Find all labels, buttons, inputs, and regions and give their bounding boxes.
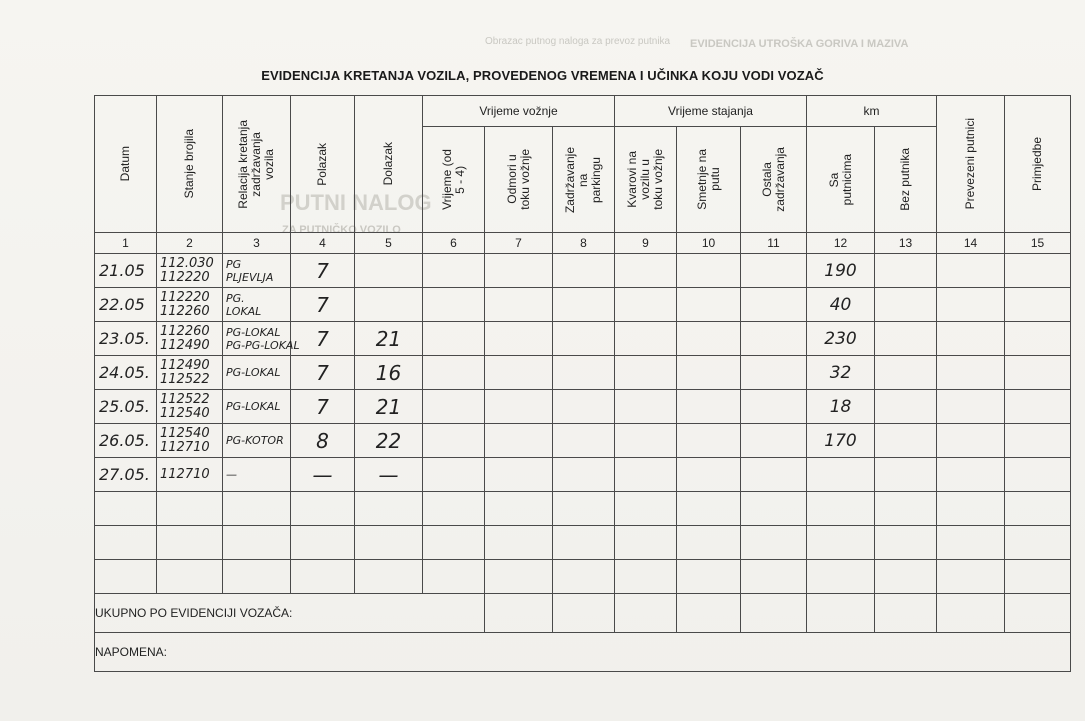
cell-drive-time	[423, 322, 485, 356]
cell-road-obstruction	[677, 526, 741, 560]
cell-route	[223, 356, 291, 390]
cell-passengers	[937, 254, 1005, 288]
cell-km-without-passengers	[875, 322, 937, 356]
cell-km-without-passengers	[875, 560, 937, 594]
col-header-12: Sa putnicima	[807, 127, 875, 233]
log-entries	[95, 254, 1071, 594]
cell-road-obstruction	[677, 254, 741, 288]
cell-rest	[485, 322, 553, 356]
cell-breakdown	[615, 322, 677, 356]
table-row	[95, 390, 1071, 424]
table-row	[95, 322, 1071, 356]
cell-other-delay	[741, 560, 807, 594]
route-line-1: PG	[226, 257, 242, 271]
cell-departure: —	[291, 458, 355, 492]
cell-parking	[553, 526, 615, 560]
col-header-1: Datum	[95, 96, 157, 233]
table-row	[95, 424, 1071, 458]
total-cell	[937, 594, 1005, 633]
bleed-text-top-center: Obrazac putnog naloga za prevoz putnika	[485, 36, 671, 47]
cell-odometer	[157, 356, 223, 390]
cell-km-with-passengers: 18	[807, 390, 875, 424]
cell-breakdown	[615, 526, 677, 560]
cell-breakdown	[615, 492, 677, 526]
cell-departure: 7	[291, 322, 355, 356]
cell-departure	[291, 526, 355, 560]
odometer-end: 112490	[160, 337, 210, 353]
cell-other-delay	[741, 458, 807, 492]
cell-odometer	[157, 322, 223, 356]
total-label: UKUPNO PO EVIDENCIJI VOZAČA:	[95, 594, 485, 633]
cell-passengers	[937, 560, 1005, 594]
total-cell	[615, 594, 677, 633]
cell-remarks	[1005, 560, 1071, 594]
total-cell	[741, 594, 807, 633]
bleed-text-center-sub: ZA PUTNIČKO VOZILO	[282, 224, 401, 236]
cell-rest	[485, 356, 553, 390]
cell-date	[95, 492, 157, 526]
cell-breakdown	[615, 390, 677, 424]
odometer-end: 112220	[160, 269, 210, 285]
cell-rest	[485, 526, 553, 560]
col-header-6: Vrijeme (od 5 - 4)	[423, 127, 485, 233]
bleed-text-center: PUTNI NALOG	[280, 190, 432, 215]
col-number: 3	[223, 233, 291, 254]
col-number: 10	[677, 233, 741, 254]
col-header-2: Stanje brojila	[157, 96, 223, 233]
cell-remarks	[1005, 254, 1071, 288]
cell-parking	[553, 560, 615, 594]
cell-drive-time	[423, 526, 485, 560]
table-row	[95, 458, 1071, 492]
cell-odometer	[157, 526, 223, 560]
cell-arrival: 16	[355, 356, 423, 390]
cell-other-delay	[741, 254, 807, 288]
cell-passengers	[937, 288, 1005, 322]
odometer-start: 112.030	[160, 255, 214, 271]
cell-other-delay	[741, 288, 807, 322]
col-number: 6	[423, 233, 485, 254]
cell-remarks	[1005, 526, 1071, 560]
cell-km-with-passengers: 40	[807, 288, 875, 322]
cell-rest	[485, 560, 553, 594]
cell-breakdown	[615, 458, 677, 492]
cell-parking	[553, 390, 615, 424]
cell-arrival	[355, 560, 423, 594]
cell-route	[223, 322, 300, 356]
total-cell	[1005, 594, 1071, 633]
table-row	[95, 356, 1071, 390]
cell-parking	[553, 288, 615, 322]
odometer-end: 112710	[160, 439, 210, 455]
route-line-1: PG-KOTOR	[226, 434, 284, 447]
cell-km-with-passengers	[807, 526, 875, 560]
cell-arrival: 21	[355, 322, 423, 356]
route-line-1: PG-LOKAL	[226, 325, 281, 339]
cell-road-obstruction	[677, 288, 741, 322]
cell-rest	[485, 390, 553, 424]
cell-route	[223, 254, 291, 288]
cell-odometer	[157, 288, 223, 322]
cell-route	[223, 526, 291, 560]
cell-odometer	[157, 492, 223, 526]
cell-km-with-passengers	[807, 560, 875, 594]
cell-road-obstruction	[677, 492, 741, 526]
cell-km-without-passengers	[875, 492, 937, 526]
odometer-start: 112522	[160, 391, 210, 407]
cell-km-without-passengers	[875, 254, 937, 288]
cell-other-delay	[741, 390, 807, 424]
cell-breakdown	[615, 254, 677, 288]
cell-km-without-passengers	[875, 458, 937, 492]
cell-rest	[485, 424, 553, 458]
cell-departure	[291, 560, 355, 594]
vehicle-log-table	[94, 95, 1071, 672]
cell-passengers	[937, 424, 1005, 458]
cell-road-obstruction	[677, 458, 741, 492]
col-number: 12	[807, 233, 875, 254]
cell-arrival	[355, 288, 423, 322]
total-cell	[485, 594, 553, 633]
col-number: 8	[553, 233, 615, 254]
col-number: 7	[485, 233, 553, 254]
cell-date: 25.05.	[95, 390, 157, 424]
cell-other-delay	[741, 322, 807, 356]
cell-rest	[485, 288, 553, 322]
col-number: 9	[615, 233, 677, 254]
cell-drive-time	[423, 254, 485, 288]
cell-breakdown	[615, 288, 677, 322]
cell-parking	[553, 356, 615, 390]
cell-breakdown	[615, 560, 677, 594]
cell-route	[223, 492, 291, 526]
cell-other-delay	[741, 356, 807, 390]
cell-other-delay	[741, 526, 807, 560]
cell-remarks	[1005, 492, 1071, 526]
cell-arrival	[355, 526, 423, 560]
group-header-km: km	[807, 96, 937, 127]
cell-km-with-passengers: 170	[807, 424, 875, 458]
cell-date	[95, 526, 157, 560]
cell-remarks	[1005, 424, 1071, 458]
cell-remarks	[1005, 458, 1071, 492]
cell-route	[223, 424, 291, 458]
cell-date: 24.05.	[95, 356, 157, 390]
cell-other-delay	[741, 424, 807, 458]
route-line-2: PLJEVLJA	[226, 270, 274, 284]
cell-date: 22.05	[95, 288, 157, 322]
cell-drive-time	[423, 560, 485, 594]
col-number: 4	[291, 233, 355, 254]
cell-parking	[553, 322, 615, 356]
cell-departure: 7	[291, 356, 355, 390]
cell-km-without-passengers	[875, 356, 937, 390]
cell-odometer	[157, 424, 223, 458]
route-line-1: PG.	[226, 291, 245, 305]
cell-km-without-passengers	[875, 526, 937, 560]
cell-departure: 7	[291, 288, 355, 322]
cell-date: 21.05	[95, 254, 157, 288]
cell-departure	[291, 492, 355, 526]
cell-arrival	[355, 254, 423, 288]
cell-odometer	[157, 254, 223, 288]
odometer-end: 112522	[160, 371, 210, 387]
cell-road-obstruction	[677, 390, 741, 424]
cell-km-without-passengers	[875, 288, 937, 322]
odometer-start: 112220	[160, 289, 210, 305]
cell-km-with-passengers: 32	[807, 356, 875, 390]
total-cell	[875, 594, 937, 633]
odometer-start: 112710	[160, 466, 210, 482]
cell-parking	[553, 424, 615, 458]
cell-date	[95, 560, 157, 594]
cell-road-obstruction	[677, 560, 741, 594]
cell-km-without-passengers	[875, 390, 937, 424]
col-number: 1	[95, 233, 157, 254]
cell-remarks	[1005, 390, 1071, 424]
col-header-5: Dolazak	[355, 96, 423, 233]
total-cell	[553, 594, 615, 633]
cell-km-without-passengers	[875, 424, 937, 458]
col-header-4: Polazak	[291, 96, 355, 233]
odometer-end: 112540	[160, 405, 210, 421]
cell-parking	[553, 458, 615, 492]
cell-parking	[553, 254, 615, 288]
col-number: 13	[875, 233, 937, 254]
cell-drive-time	[423, 390, 485, 424]
cell-departure: 8	[291, 424, 355, 458]
note-row	[95, 633, 1071, 672]
cell-km-with-passengers: 230	[807, 322, 875, 356]
cell-breakdown	[615, 356, 677, 390]
cell-odometer	[157, 390, 223, 424]
cell-parking	[553, 492, 615, 526]
cell-arrival	[355, 492, 423, 526]
cell-odometer	[157, 458, 223, 492]
col-header-11: Ostala zadržavanja	[741, 127, 807, 233]
cell-drive-time	[423, 424, 485, 458]
cell-date: 26.05.	[95, 424, 157, 458]
cell-route	[223, 458, 291, 492]
odometer-start: 112540	[160, 425, 210, 441]
route-line-2: PG-PG-LOKAL	[226, 338, 300, 352]
header-group-row	[95, 96, 1071, 127]
col-number: 11	[741, 233, 807, 254]
cell-remarks	[1005, 288, 1071, 322]
col-number: 5	[355, 233, 423, 254]
table-row	[95, 560, 1071, 594]
cell-other-delay	[741, 492, 807, 526]
cell-odometer	[157, 560, 223, 594]
col-header-9: Kvarovi na vozilu u toku vožnje	[615, 127, 677, 233]
table-row	[95, 492, 1071, 526]
column-number-row	[95, 233, 1071, 254]
col-header-10: Smetnje na putu	[677, 127, 741, 233]
col-header-7: Odmori u toku vožnje	[485, 127, 553, 233]
odometer-start: 112490	[160, 357, 210, 373]
cell-remarks	[1005, 356, 1071, 390]
cell-drive-time	[423, 356, 485, 390]
table-row	[95, 254, 1071, 288]
document-title: EVIDENCIJA KRETANJA VOZILA, PROVEDENOG VREMENA I UČINKA KOJU VODI VOZAČ	[261, 68, 824, 83]
table-row	[95, 526, 1071, 560]
route-line-1: PG-LOKAL	[226, 400, 281, 413]
col-header-13: Bez putnika	[875, 127, 937, 233]
total-cell	[677, 594, 741, 633]
col-header-14: Prevezeni putnici	[937, 96, 1005, 233]
cell-passengers	[937, 526, 1005, 560]
cell-breakdown	[615, 424, 677, 458]
total-row	[95, 594, 1071, 633]
cell-road-obstruction	[677, 356, 741, 390]
cell-km-with-passengers	[807, 458, 875, 492]
col-header-8: Zadržavanje na parkingu	[553, 127, 615, 233]
odometer-end: 112260	[160, 303, 210, 319]
col-number: 15	[1005, 233, 1071, 254]
cell-passengers	[937, 322, 1005, 356]
cell-road-obstruction	[677, 424, 741, 458]
cell-passengers	[937, 458, 1005, 492]
route-line-2: LOKAL	[226, 304, 262, 318]
cell-drive-time	[423, 288, 485, 322]
cell-route	[223, 288, 291, 322]
route-line-1: —	[226, 468, 237, 481]
odometer-start: 112260	[160, 323, 210, 339]
total-cell	[807, 594, 875, 633]
route-line-1: PG-LOKAL	[226, 366, 281, 379]
cell-rest	[485, 254, 553, 288]
table-row	[95, 288, 1071, 322]
cell-passengers	[937, 492, 1005, 526]
bleed-text-top-right: EVIDENCIJA UTROŠKA GORIVA I MAZIVA	[690, 38, 909, 50]
note-label: NAPOMENA:	[95, 633, 1071, 672]
cell-arrival: —	[355, 458, 423, 492]
cell-drive-time	[423, 458, 485, 492]
cell-departure: 7	[291, 254, 355, 288]
cell-km-with-passengers	[807, 492, 875, 526]
cell-road-obstruction	[677, 322, 741, 356]
group-header-vrijeme-stajanja: Vrijeme stajanja	[615, 96, 807, 127]
cell-route	[223, 390, 291, 424]
cell-departure: 7	[291, 390, 355, 424]
cell-date: 23.05.	[95, 322, 157, 356]
col-number: 14	[937, 233, 1005, 254]
cell-rest	[485, 492, 553, 526]
group-header-vrijeme-voznje: Vrijeme vožnje	[423, 96, 615, 127]
cell-route	[223, 560, 291, 594]
cell-arrival: 22	[355, 424, 423, 458]
col-header-3: Relacija kretanja zadržavanja vozila	[223, 96, 291, 233]
cell-rest	[485, 458, 553, 492]
cell-arrival: 21	[355, 390, 423, 424]
col-header-15: Primjedbe	[1005, 96, 1071, 233]
cell-date: 27.05.	[95, 458, 157, 492]
col-number: 2	[157, 233, 223, 254]
cell-remarks	[1005, 322, 1071, 356]
cell-drive-time	[423, 492, 485, 526]
cell-km-with-passengers: 190	[807, 254, 875, 288]
cell-passengers	[937, 356, 1005, 390]
cell-passengers	[937, 390, 1005, 424]
